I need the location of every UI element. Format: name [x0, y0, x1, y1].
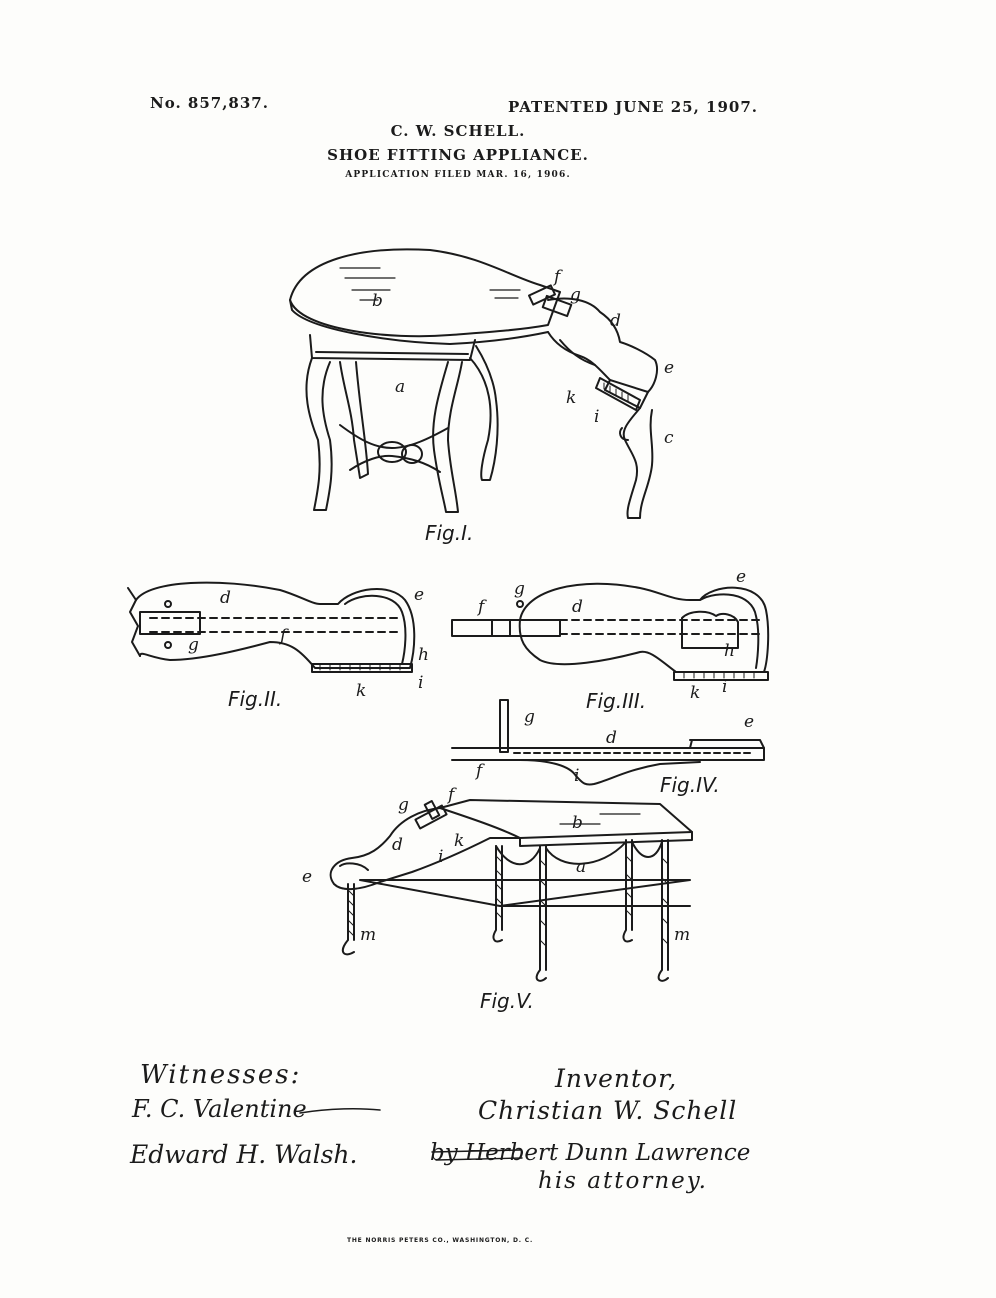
figure-1	[290, 249, 674, 545]
fig1-top-b	[290, 249, 560, 336]
figure-3	[452, 567, 768, 713]
fig1-leg-c	[624, 408, 653, 518]
fig3-label-i: i	[722, 677, 728, 697]
attorney-label: his attorney.	[538, 1168, 708, 1194]
fig4-label-d: d	[606, 728, 617, 748]
fig5-caption: Fig.V.	[480, 989, 534, 1013]
printer-credit: THE NORRIS PETERS CO., WASHINGTON, D. C.	[346, 1237, 534, 1244]
fig5-label-k: k	[454, 831, 465, 851]
fig5-leg	[343, 884, 354, 954]
fig2-label-k: k	[356, 681, 367, 701]
fig2-label-h: h	[418, 645, 429, 665]
fig3-label-e: e	[736, 567, 747, 587]
fig1-label-k: k	[566, 388, 577, 408]
application-filed: APPLICATION FILED MAR. 16, 1906.	[345, 170, 571, 180]
attorney-signature: by Herbert Dunn Lawrence	[430, 1140, 751, 1166]
fig3-label-f: f	[478, 597, 485, 617]
fig2-label-d: d	[220, 588, 231, 608]
fig1-label-i: i	[594, 407, 600, 427]
fig2-label-i: i	[418, 673, 424, 693]
inventor-name: C. W. SCHELL.	[390, 122, 526, 140]
fig3-label-d: d	[572, 597, 583, 617]
fig1-label-g: g	[570, 285, 581, 305]
fig1-label-b: b	[372, 291, 383, 311]
fig4-post-g	[500, 700, 508, 752]
witness-2-signature: Edward H. Walsh.	[130, 1140, 358, 1169]
fig4-label-e: e	[744, 712, 755, 732]
fig2-label-e: e	[414, 585, 425, 605]
fig1-leg	[470, 346, 498, 480]
fig1-label-c: c	[664, 428, 674, 448]
fig5-label-a: a	[576, 857, 587, 877]
fig1-label-d: d	[610, 311, 621, 331]
figure-2	[128, 583, 429, 711]
fig3-label-h: h	[724, 641, 735, 661]
fig1-leg	[433, 362, 462, 512]
fig2-caption: Fig.II.	[228, 687, 283, 711]
fig4-label-g: g	[524, 707, 535, 727]
fig5-label-d: d	[392, 835, 403, 855]
fig5-label-m: m	[360, 925, 377, 945]
fig5-label-g: g	[398, 795, 409, 815]
figure-5	[302, 785, 692, 1013]
fig3-label-k: k	[690, 683, 701, 703]
fig3-caption: Fig.III.	[586, 689, 647, 713]
inventor-signature: Christian W. Schell	[478, 1096, 738, 1125]
witnesses-label: Witnesses:	[140, 1060, 302, 1090]
figure-4	[452, 700, 764, 797]
fig5-leg	[494, 846, 502, 942]
fig5-label-i: i	[438, 847, 444, 867]
fig5-plate-d	[331, 808, 520, 889]
fig1-top-edge	[290, 300, 548, 344]
fig2-label-f: f	[280, 626, 287, 646]
fig5-frame	[360, 880, 690, 906]
fig5-leg	[659, 840, 668, 981]
fig1-caption: Fig.I.	[425, 521, 474, 545]
fig1-label-e: e	[664, 358, 675, 378]
fig5-label-b: b	[572, 813, 583, 833]
witness1-flourish	[300, 1109, 380, 1113]
fig5-leg	[624, 840, 632, 942]
fig1-leg	[340, 362, 368, 478]
fig3-slide-f	[452, 620, 560, 636]
witness-1-signature: F. C. Valentine	[132, 1095, 307, 1123]
inventor-label: Inventor,	[555, 1064, 678, 1093]
fig4-label-i: i	[574, 766, 580, 786]
fig5-leg	[537, 846, 546, 981]
fig3-label-g: g	[514, 579, 525, 599]
fig5-label-m: m	[674, 925, 691, 945]
fig2-label-g: g	[188, 635, 199, 655]
fig1-leg	[306, 358, 331, 510]
fig5-top-b	[440, 800, 692, 838]
fig1-label-f: f	[554, 267, 561, 287]
patent-title: SHOE FITTING APPLIANCE.	[327, 146, 589, 164]
fig5-label-e: e	[302, 867, 313, 887]
fig1-label-a: a	[395, 377, 406, 397]
fig4-caption: Fig.IV.	[660, 773, 720, 797]
fig5-label-f: f	[448, 785, 455, 805]
fig4-label-f: f	[476, 761, 483, 781]
patent-date: PATENTED JUNE 25, 1907.	[508, 98, 758, 116]
patent-number: No. 857,837.	[150, 94, 269, 112]
